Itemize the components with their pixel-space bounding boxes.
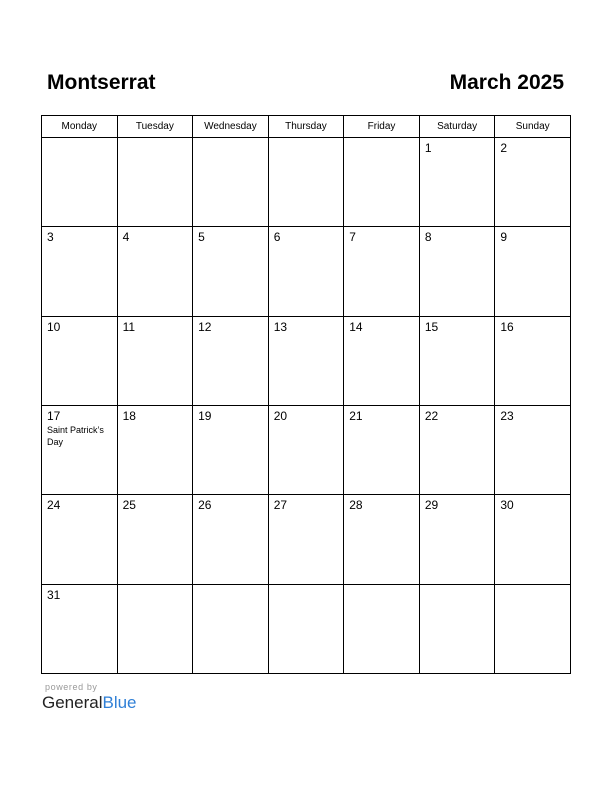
day-cell <box>42 405 118 494</box>
day-cell <box>268 227 344 316</box>
month-year-title: March 2025 <box>449 71 564 94</box>
day-number: 2 <box>500 141 508 155</box>
week-row <box>42 227 571 316</box>
day-number: 26 <box>198 498 212 513</box>
day-number: 27 <box>273 498 288 513</box>
day-number: 5 <box>198 230 205 245</box>
day-number <box>269 138 344 141</box>
day-cell <box>268 316 344 405</box>
day-cell <box>419 584 495 673</box>
day-number: 19 <box>198 408 212 423</box>
day-number: 24 <box>47 498 61 513</box>
day-number: 18 <box>122 408 136 423</box>
day-cell <box>117 405 193 494</box>
week-row <box>42 584 571 673</box>
holiday-label: Saint Patrick’s Day <box>47 424 104 447</box>
day-number <box>420 585 495 588</box>
day-number: 25 <box>122 498 136 513</box>
day-number: 21 <box>349 408 363 423</box>
weekday-wednesday: Wednesday <box>193 116 269 138</box>
day-number: 6 <box>273 230 281 245</box>
weekday-thursday: Thursday <box>268 116 344 138</box>
day-number: 9 <box>500 230 508 245</box>
day-cell <box>495 227 571 316</box>
week-row <box>42 495 571 584</box>
day-number: 30 <box>500 498 514 513</box>
day-cell <box>193 405 269 494</box>
day-number: 10 <box>47 319 61 334</box>
powered-by-text: powered by <box>45 682 98 692</box>
day-cell <box>344 584 420 673</box>
day-number <box>42 138 117 141</box>
day-number: 16 <box>500 319 514 334</box>
day-cell <box>42 584 118 673</box>
brand-blue: Blue <box>102 693 137 712</box>
day-cell <box>117 227 193 316</box>
day-cell <box>344 138 420 227</box>
day-cell <box>419 227 495 316</box>
day-number: 15 <box>424 319 439 334</box>
weekday-saturday: Saturday <box>419 116 495 138</box>
day-cell <box>117 495 193 584</box>
day-cell <box>117 584 193 673</box>
day-number <box>344 138 419 141</box>
day-number: 29 <box>424 498 439 513</box>
day-cell <box>344 495 420 584</box>
day-cell <box>193 584 269 673</box>
day-number: 11 <box>122 319 136 334</box>
day-cell <box>495 316 571 405</box>
day-cell <box>193 227 269 316</box>
calendar-grid <box>41 115 571 674</box>
weekday-friday: Friday <box>344 116 420 138</box>
day-cell <box>419 405 495 494</box>
day-cell <box>419 138 495 227</box>
week-row <box>42 405 571 494</box>
day-cell <box>495 495 571 584</box>
day-number <box>193 585 268 588</box>
weekday-header-row <box>42 116 571 138</box>
weekday-tuesday: Tuesday <box>117 116 193 138</box>
day-number: 13 <box>273 319 288 334</box>
day-number: 1 <box>424 141 432 155</box>
day-number: 20 <box>273 408 288 423</box>
day-number: 17 <box>47 408 61 423</box>
day-number: 31 <box>47 587 61 602</box>
day-number: 28 <box>349 498 363 513</box>
brand-general: General <box>42 693 103 712</box>
day-number: 7 <box>349 230 356 245</box>
day-cell <box>344 316 420 405</box>
day-cell <box>495 405 571 494</box>
weekday-monday: Monday <box>42 116 118 138</box>
day-cell <box>42 227 118 316</box>
day-number: 14 <box>349 319 363 334</box>
day-cell <box>42 495 118 584</box>
day-number: 12 <box>198 319 212 334</box>
day-cell <box>419 316 495 405</box>
country-title: Montserrat <box>47 71 156 94</box>
day-cell <box>268 405 344 494</box>
day-cell <box>42 316 118 405</box>
day-number: 8 <box>424 230 432 245</box>
day-cell <box>344 227 420 316</box>
day-number: 22 <box>424 408 439 423</box>
day-number: 4 <box>122 230 130 245</box>
day-number: 3 <box>47 230 54 245</box>
day-number <box>118 585 193 588</box>
weekday-sunday: Sunday <box>495 116 571 138</box>
day-number <box>118 138 193 141</box>
day-cell <box>268 138 344 227</box>
day-cell <box>193 495 269 584</box>
day-cell <box>193 138 269 227</box>
week-row <box>42 316 571 405</box>
day-cell <box>495 138 571 227</box>
day-cell <box>268 584 344 673</box>
day-cell <box>268 495 344 584</box>
day-cell <box>193 316 269 405</box>
day-number: 23 <box>500 408 514 423</box>
day-number <box>269 585 344 588</box>
generalblue-logo[interactable] <box>42 693 137 713</box>
day-number <box>495 585 570 588</box>
day-cell <box>495 584 571 673</box>
day-cell <box>42 138 118 227</box>
day-cell <box>419 495 495 584</box>
day-number <box>193 138 268 141</box>
day-cell <box>117 138 193 227</box>
day-cell <box>117 316 193 405</box>
day-number <box>344 585 419 588</box>
week-row <box>42 138 571 227</box>
day-cell <box>344 405 420 494</box>
